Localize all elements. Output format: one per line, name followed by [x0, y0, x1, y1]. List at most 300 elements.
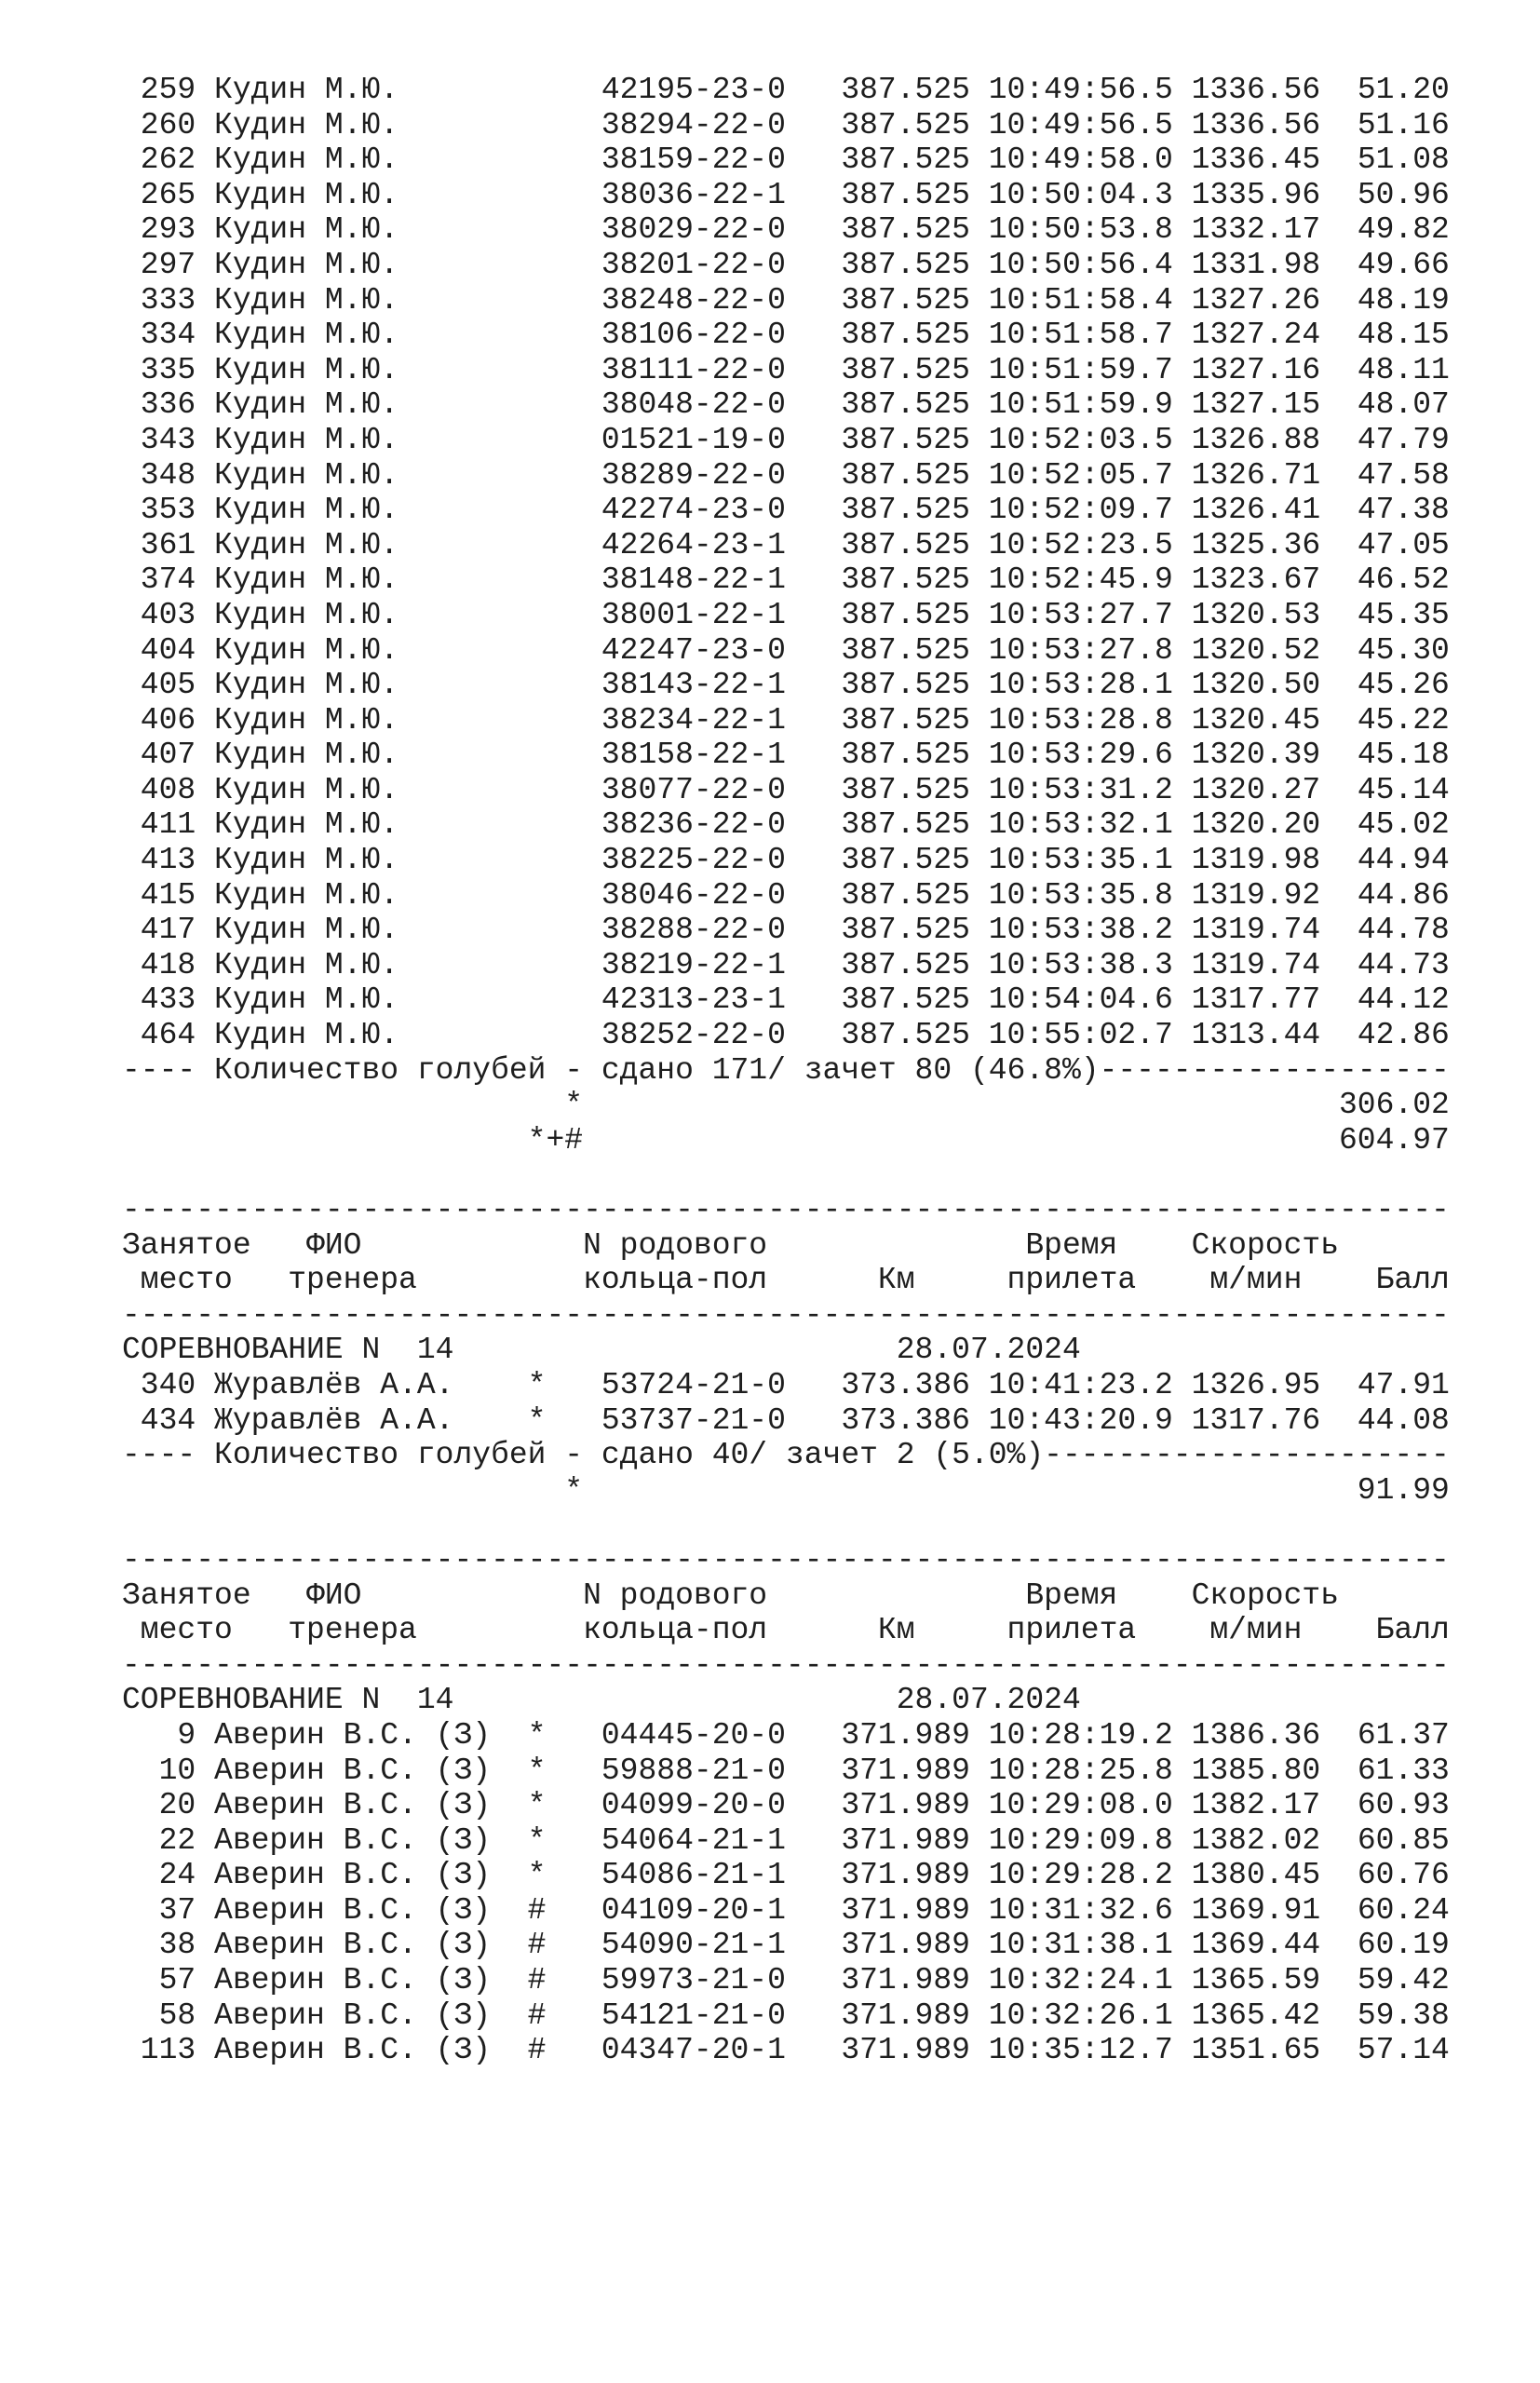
- arrival-time: 10:51:59.7: [988, 352, 1173, 387]
- distance-km: 371.989: [841, 1717, 970, 1753]
- speed-value: 1382.02: [1191, 1822, 1321, 1858]
- place-number: 262: [140, 142, 196, 178]
- result-row: [122, 1368, 1453, 1403]
- separator-rule: ------------------------------------------------------------------------: [122, 1193, 1450, 1227]
- speed-value: 1313.44: [1191, 1018, 1321, 1053]
- result-row: [122, 1963, 1453, 1998]
- trainer-name: Кудин М.Ю.: [214, 772, 399, 807]
- place-number: 408: [140, 772, 196, 807]
- ring-number: 38001-22-1: [601, 597, 786, 632]
- results-list: [122, 1718, 1453, 2068]
- points-value: 47.79: [1357, 422, 1450, 457]
- place-number: 353: [140, 493, 196, 528]
- result-row: [122, 807, 1453, 843]
- speed-value: 1326.95: [1191, 1367, 1321, 1402]
- place-number: 333: [140, 282, 196, 318]
- place-number: 415: [140, 877, 196, 913]
- arrival-time: 10:43:20.9: [988, 1402, 1173, 1438]
- arrival-time: 10:32:26.1: [988, 1997, 1173, 2033]
- speed-value: 1319.74: [1191, 913, 1321, 948]
- distance-km: 387.525: [841, 107, 970, 142]
- header-ring-sub: кольца-пол: [583, 1263, 768, 1298]
- points-value: 57.14: [1357, 2033, 1450, 2068]
- distance-km: 387.525: [841, 493, 970, 528]
- header-name-sub: тренера: [288, 1613, 417, 1648]
- place-number: 374: [140, 562, 196, 598]
- place-number: 57: [158, 1963, 196, 1998]
- arrival-time: 10:53:35.8: [988, 877, 1173, 913]
- trainer-name: Кудин М.Ю.: [214, 843, 399, 878]
- distance-km: 371.989: [841, 2033, 970, 2068]
- trainer-name: Кудин М.Ю.: [214, 947, 399, 982]
- distance-km: 387.525: [841, 422, 970, 457]
- result-row: [122, 178, 1453, 213]
- speed-value: 1386.36: [1191, 1717, 1321, 1753]
- header-speed-sub: м/мин: [1209, 1263, 1303, 1298]
- total-label: *: [564, 1088, 584, 1123]
- place-number: 293: [140, 212, 196, 248]
- ring-number: 38252-22-0: [601, 1018, 786, 1053]
- competition-line: [122, 1683, 1453, 1718]
- trainer-name: Аверин В.С. (З): [214, 1753, 492, 1788]
- distance-km: 387.525: [841, 877, 970, 913]
- arrival-time: 10:31:32.6: [988, 1892, 1173, 1928]
- competition-number: 14: [416, 1683, 454, 1718]
- result-row: [122, 982, 1453, 1018]
- arrival-time: 10:53:31.2: [988, 772, 1173, 807]
- points-value: 44.94: [1357, 843, 1450, 878]
- result-row: [122, 598, 1453, 633]
- arrival-time: 10:51:59.9: [988, 387, 1173, 423]
- speed-value: 1320.45: [1191, 702, 1321, 738]
- points-value: 59.38: [1357, 1997, 1450, 2033]
- place-number: 22: [158, 1822, 196, 1858]
- competition-number: 14: [416, 1333, 454, 1368]
- trainer-name: Кудин М.Ю.: [214, 527, 399, 562]
- result-row: [122, 108, 1453, 143]
- distance-km: 387.525: [841, 142, 970, 178]
- speed-value: 1317.77: [1191, 982, 1321, 1018]
- result-row: [122, 1823, 1453, 1859]
- arrival-time: 10:41:23.2: [988, 1367, 1173, 1402]
- ring-number: 42264-23-1: [601, 527, 786, 562]
- trainer-name: Кудин М.Ю.: [214, 177, 399, 212]
- distance-km: 387.525: [841, 318, 970, 353]
- trainer-name: Аверин В.С. (З): [214, 1858, 492, 1893]
- speed-value: 1331.98: [1191, 247, 1321, 282]
- arrival-time: 10:49:58.0: [988, 142, 1173, 178]
- arrival-time: 10:50:56.4: [988, 247, 1173, 282]
- distance-km: 387.525: [841, 982, 970, 1018]
- points-value: 44.73: [1357, 947, 1450, 982]
- header-speed: Скорость: [1191, 1227, 1340, 1263]
- speed-value: 1380.45: [1191, 1858, 1321, 1893]
- place-number: 417: [140, 913, 196, 948]
- summary-line: ---- Количество голубей - сдано 40/ зачет 2 (5.0%)----------------------: [122, 1438, 1450, 1473]
- arrival-time: 10:52:45.9: [988, 562, 1173, 598]
- distance-km: 387.525: [841, 807, 970, 843]
- speed-value: 1320.52: [1191, 632, 1321, 668]
- speed-value: 1351.65: [1191, 2033, 1321, 2068]
- speed-value: 1336.56: [1191, 107, 1321, 142]
- place-number: 403: [140, 597, 196, 632]
- mark-symbol: *: [527, 1858, 547, 1893]
- header-time: Время: [1025, 1577, 1118, 1613]
- speed-value: 1317.76: [1191, 1402, 1321, 1438]
- place-number: 405: [140, 668, 196, 703]
- speed-value: 1320.39: [1191, 738, 1321, 773]
- distance-km: 387.525: [841, 913, 970, 948]
- distance-km: 371.989: [841, 1928, 970, 1963]
- distance-km: 387.525: [841, 457, 970, 493]
- place-number: 335: [140, 352, 196, 387]
- mark-symbol: *: [527, 1822, 547, 1858]
- mark-symbol: #: [527, 2033, 547, 2068]
- distance-km: 387.525: [841, 387, 970, 423]
- distance-km: 387.525: [841, 73, 970, 107]
- arrival-time: 10:52:23.5: [988, 527, 1173, 562]
- trainer-name: Кудин М.Ю.: [214, 387, 399, 423]
- result-row: [122, 528, 1453, 563]
- trainer-name: Аверин В.С. (З): [214, 1717, 492, 1753]
- result-row: [122, 1753, 1453, 1789]
- speed-value: 1319.92: [1191, 877, 1321, 913]
- ring-number: 38219-22-1: [601, 947, 786, 982]
- ring-number: 38201-22-0: [601, 247, 786, 282]
- arrival-time: 10:29:09.8: [988, 1822, 1173, 1858]
- mark-symbol: *: [527, 1402, 547, 1438]
- place-number: 348: [140, 457, 196, 493]
- result-row: [122, 387, 1453, 423]
- trainer-name: Кудин М.Ю.: [214, 913, 399, 948]
- header-name: ФИО: [306, 1577, 362, 1613]
- distance-km: 387.525: [841, 843, 970, 878]
- points-value: 45.14: [1357, 772, 1450, 807]
- mark-symbol: #: [527, 1928, 547, 1963]
- place-number: 20: [158, 1788, 196, 1823]
- header-km: Км: [877, 1613, 915, 1648]
- points-value: 48.15: [1357, 318, 1450, 353]
- ring-number: 38111-22-0: [601, 352, 786, 387]
- points-value: 61.33: [1357, 1753, 1450, 1788]
- points-value: 45.02: [1357, 807, 1450, 843]
- arrival-time: 10:50:53.8: [988, 212, 1173, 248]
- competition-label: СОРЕВНОВАНИЕ N: [122, 1333, 381, 1368]
- trainer-name: Аверин В.С. (З): [214, 1963, 492, 1998]
- arrival-time: 10:51:58.4: [988, 282, 1173, 318]
- mark-symbol: #: [527, 1997, 547, 2033]
- points-value: 44.78: [1357, 913, 1450, 948]
- trainer-name: Кудин М.Ю.: [214, 107, 399, 142]
- place-number: 10: [158, 1753, 196, 1788]
- ring-number: 54064-21-1: [601, 1822, 786, 1858]
- arrival-time: 10:32:24.1: [988, 1963, 1173, 1998]
- ring-number: 54086-21-1: [601, 1858, 786, 1893]
- distance-km: 373.386: [841, 1367, 970, 1402]
- speed-value: 1385.80: [1191, 1753, 1321, 1788]
- ring-number: 38159-22-0: [601, 142, 786, 178]
- speed-value: 1332.17: [1191, 212, 1321, 248]
- ring-number: 38236-22-0: [601, 807, 786, 843]
- distance-km: 371.989: [841, 1858, 970, 1893]
- header-ring-sub: кольца-пол: [583, 1613, 768, 1648]
- trainer-name: Кудин М.Ю.: [214, 877, 399, 913]
- header-points: Балл: [1375, 1613, 1450, 1648]
- place-number: 58: [158, 1997, 196, 2033]
- trainer-name: Кудин М.Ю.: [214, 457, 399, 493]
- total-value: 306.02: [1338, 1088, 1450, 1123]
- ring-number: 04347-20-1: [601, 2033, 786, 2068]
- trainer-name: Кудин М.Ю.: [214, 702, 399, 738]
- result-row: [122, 878, 1453, 914]
- points-value: 59.42: [1357, 1963, 1450, 1998]
- header-km: Км: [877, 1263, 915, 1298]
- total-value: 91.99: [1357, 1472, 1450, 1508]
- result-row: [122, 318, 1453, 353]
- points-value: 45.35: [1357, 597, 1450, 632]
- arrival-time: 10:53:38.2: [988, 913, 1173, 948]
- speed-value: 1320.20: [1191, 807, 1321, 843]
- arrival-time: 10:52:09.7: [988, 493, 1173, 528]
- result-row: [122, 248, 1453, 283]
- place-number: 340: [140, 1367, 196, 1402]
- arrival-time: 10:55:02.7: [988, 1018, 1173, 1053]
- place-number: 265: [140, 177, 196, 212]
- place-number: 361: [140, 527, 196, 562]
- ring-number: 53724-21-0: [601, 1367, 786, 1402]
- ring-number: 59888-21-0: [601, 1753, 786, 1788]
- result-row: [122, 423, 1453, 458]
- header-points: Балл: [1375, 1263, 1450, 1298]
- header-ring: N родового: [583, 1227, 768, 1263]
- distance-km: 387.525: [841, 632, 970, 668]
- result-row: [122, 458, 1453, 494]
- arrival-time: 10:53:32.1: [988, 807, 1173, 843]
- distance-km: 371.989: [841, 1788, 970, 1823]
- arrival-time: 10:35:12.7: [988, 2033, 1173, 2068]
- distance-km: 387.525: [841, 352, 970, 387]
- column-header-top: [122, 1228, 1453, 1264]
- competition-label: СОРЕВНОВАНИЕ N: [122, 1683, 381, 1718]
- ring-number: 38234-22-1: [601, 702, 786, 738]
- speed-value: 1326.88: [1191, 422, 1321, 457]
- summary-line: ---- Количество голубей - сдано 171/ зачет 80 (46.8%)-------------------: [122, 1052, 1450, 1088]
- results-document: [122, 73, 1453, 2068]
- speed-value: 1320.27: [1191, 772, 1321, 807]
- header-name: ФИО: [306, 1227, 362, 1263]
- distance-km: 387.525: [841, 947, 970, 982]
- arrival-time: 10:29:08.0: [988, 1788, 1173, 1823]
- result-row: [122, 703, 1453, 738]
- arrival-time: 10:50:04.3: [988, 177, 1173, 212]
- points-value: 50.96: [1357, 177, 1450, 212]
- result-row: [122, 1718, 1453, 1753]
- points-value: 49.66: [1357, 247, 1450, 282]
- blank-line: [122, 1508, 1453, 1543]
- result-row: [122, 212, 1453, 248]
- ring-number: 42274-23-0: [601, 493, 786, 528]
- result-row: [122, 2033, 1453, 2068]
- competition-date: 28.07.2024: [896, 1333, 1081, 1368]
- points-value: 47.38: [1357, 493, 1450, 528]
- mark-symbol: *: [527, 1753, 547, 1788]
- column-header-bottom: [122, 1263, 1453, 1298]
- points-value: 60.93: [1357, 1788, 1450, 1823]
- place-number: 37: [158, 1892, 196, 1928]
- speed-value: 1319.98: [1191, 843, 1321, 878]
- speed-value: 1336.45: [1191, 142, 1321, 178]
- arrival-time: 10:53:38.3: [988, 947, 1173, 982]
- mark-symbol: *: [527, 1717, 547, 1753]
- place-number: 406: [140, 702, 196, 738]
- header-place: Занятое: [122, 1577, 251, 1613]
- ring-number: 59973-21-0: [601, 1963, 786, 1998]
- trainer-name: Кудин М.Ю.: [214, 493, 399, 528]
- points-value: 60.24: [1357, 1892, 1450, 1928]
- distance-km: 371.989: [841, 1892, 970, 1928]
- header-name-sub: тренера: [288, 1263, 417, 1298]
- mark-symbol: #: [527, 1963, 547, 1998]
- distance-km: 371.989: [841, 1753, 970, 1788]
- result-row: [122, 1788, 1453, 1823]
- points-value: 45.18: [1357, 738, 1450, 773]
- result-row: [122, 562, 1453, 598]
- points-value: 48.19: [1357, 282, 1450, 318]
- ring-number: 38288-22-0: [601, 913, 786, 948]
- header-speed-sub: м/мин: [1209, 1613, 1303, 1648]
- place-number: 24: [158, 1858, 196, 1893]
- points-value: 48.11: [1357, 352, 1450, 387]
- arrival-time: 10:53:27.7: [988, 597, 1173, 632]
- speed-value: 1327.24: [1191, 318, 1321, 353]
- distance-km: 387.525: [841, 597, 970, 632]
- place-number: 413: [140, 843, 196, 878]
- arrival-time: 10:53:27.8: [988, 632, 1173, 668]
- blank-line: [122, 1158, 1453, 1193]
- speed-value: 1319.74: [1191, 947, 1321, 982]
- separator-rule: ------------------------------------------------------------------------: [122, 1647, 1450, 1683]
- ring-number: 38046-22-0: [601, 877, 786, 913]
- trainer-name: Кудин М.Ю.: [214, 1018, 399, 1053]
- place-number: 297: [140, 247, 196, 282]
- speed-value: 1335.96: [1191, 177, 1321, 212]
- arrival-time: 10:31:38.1: [988, 1928, 1173, 1963]
- total-value: 604.97: [1338, 1122, 1450, 1158]
- trainer-name: Журавлёв А.А.: [214, 1402, 454, 1438]
- points-value: 47.05: [1357, 527, 1450, 562]
- trainer-name: Аверин В.С. (З): [214, 1788, 492, 1823]
- points-value: 44.08: [1357, 1402, 1450, 1438]
- speed-value: 1365.59: [1191, 1963, 1321, 1998]
- arrival-time: 10:53:28.8: [988, 702, 1173, 738]
- result-row: [122, 1018, 1453, 1053]
- points-value: 46.52: [1357, 562, 1450, 598]
- header-time-sub: прилета: [1006, 1613, 1137, 1648]
- result-row: [122, 353, 1453, 388]
- speed-value: 1369.91: [1191, 1892, 1321, 1928]
- ring-number: 38294-22-0: [601, 107, 786, 142]
- arrival-time: 10:52:05.7: [988, 457, 1173, 493]
- distance-km: 387.525: [841, 247, 970, 282]
- speed-value: 1365.42: [1191, 1997, 1321, 2033]
- result-row: [122, 493, 1453, 528]
- header-time: Время: [1025, 1227, 1118, 1263]
- trainer-name: Кудин М.Ю.: [214, 318, 399, 353]
- speed-value: 1320.50: [1191, 668, 1321, 703]
- arrival-time: 10:29:28.2: [988, 1858, 1173, 1893]
- distance-km: 387.525: [841, 668, 970, 703]
- arrival-time: 10:52:03.5: [988, 422, 1173, 457]
- ring-number: 42195-23-0: [601, 73, 786, 107]
- points-value: 60.76: [1357, 1858, 1450, 1893]
- result-row: [122, 1998, 1453, 2034]
- points-value: 48.07: [1357, 387, 1450, 423]
- points-value: 51.20: [1357, 73, 1450, 107]
- trainer-name: Кудин М.Ю.: [214, 982, 399, 1018]
- trainer-name: Кудин М.Ю.: [214, 738, 399, 773]
- result-row: [122, 142, 1453, 178]
- place-number: 464: [140, 1018, 196, 1053]
- speed-value: 1327.26: [1191, 282, 1321, 318]
- mark-symbol: *: [527, 1367, 547, 1402]
- arrival-time: 10:49:56.5: [988, 73, 1173, 107]
- ring-number: 38029-22-0: [601, 212, 786, 248]
- trainer-name: Кудин М.Ю.: [214, 282, 399, 318]
- place-number: 260: [140, 107, 196, 142]
- trainer-name: Кудин М.Ю.: [214, 562, 399, 598]
- speed-value: 1327.15: [1191, 387, 1321, 423]
- arrival-time: 10:28:25.8: [988, 1753, 1173, 1788]
- distance-km: 387.525: [841, 177, 970, 212]
- ring-number: 38143-22-1: [601, 668, 786, 703]
- arrival-time: 10:53:29.6: [988, 738, 1173, 773]
- place-number: 334: [140, 318, 196, 353]
- ring-number: 42247-23-0: [601, 632, 786, 668]
- arrival-time: 10:51:58.7: [988, 318, 1173, 353]
- arrival-time: 10:49:56.5: [988, 107, 1173, 142]
- distance-km: 387.525: [841, 212, 970, 248]
- ring-number: 54121-21-0: [601, 1997, 786, 2033]
- distance-km: 371.989: [841, 1997, 970, 2033]
- place-number: 343: [140, 422, 196, 457]
- result-row: [122, 948, 1453, 983]
- header-speed: Скорость: [1191, 1577, 1340, 1613]
- arrival-time: 10:54:04.6: [988, 982, 1173, 1018]
- result-row: [122, 73, 1453, 108]
- speed-value: 1326.41: [1191, 493, 1321, 528]
- trainer-name: Кудин М.Ю.: [214, 807, 399, 843]
- trainer-name: Кудин М.Ю.: [214, 212, 399, 248]
- speed-value: 1369.44: [1191, 1928, 1321, 1963]
- result-row: [122, 668, 1453, 703]
- speed-value: 1336.56: [1191, 73, 1321, 107]
- trainer-name: Кудин М.Ю.: [214, 73, 399, 107]
- header-time-sub: прилета: [1006, 1263, 1137, 1298]
- place-number: 411: [140, 807, 196, 843]
- speed-value: 1327.16: [1191, 352, 1321, 387]
- trainer-name: Аверин В.С. (З): [214, 1997, 492, 2033]
- distance-km: 387.525: [841, 738, 970, 773]
- trainer-name: Кудин М.Ю.: [214, 597, 399, 632]
- points-value: 47.58: [1357, 457, 1450, 493]
- trainer-name: Аверин В.С. (З): [214, 2033, 492, 2068]
- mark-symbol: *: [527, 1788, 547, 1823]
- ring-number: 54090-21-1: [601, 1928, 786, 1963]
- column-header-top: [122, 1578, 1453, 1614]
- result-row: [122, 738, 1453, 773]
- header-place-sub: место: [140, 1613, 233, 1648]
- speed-value: 1320.53: [1191, 597, 1321, 632]
